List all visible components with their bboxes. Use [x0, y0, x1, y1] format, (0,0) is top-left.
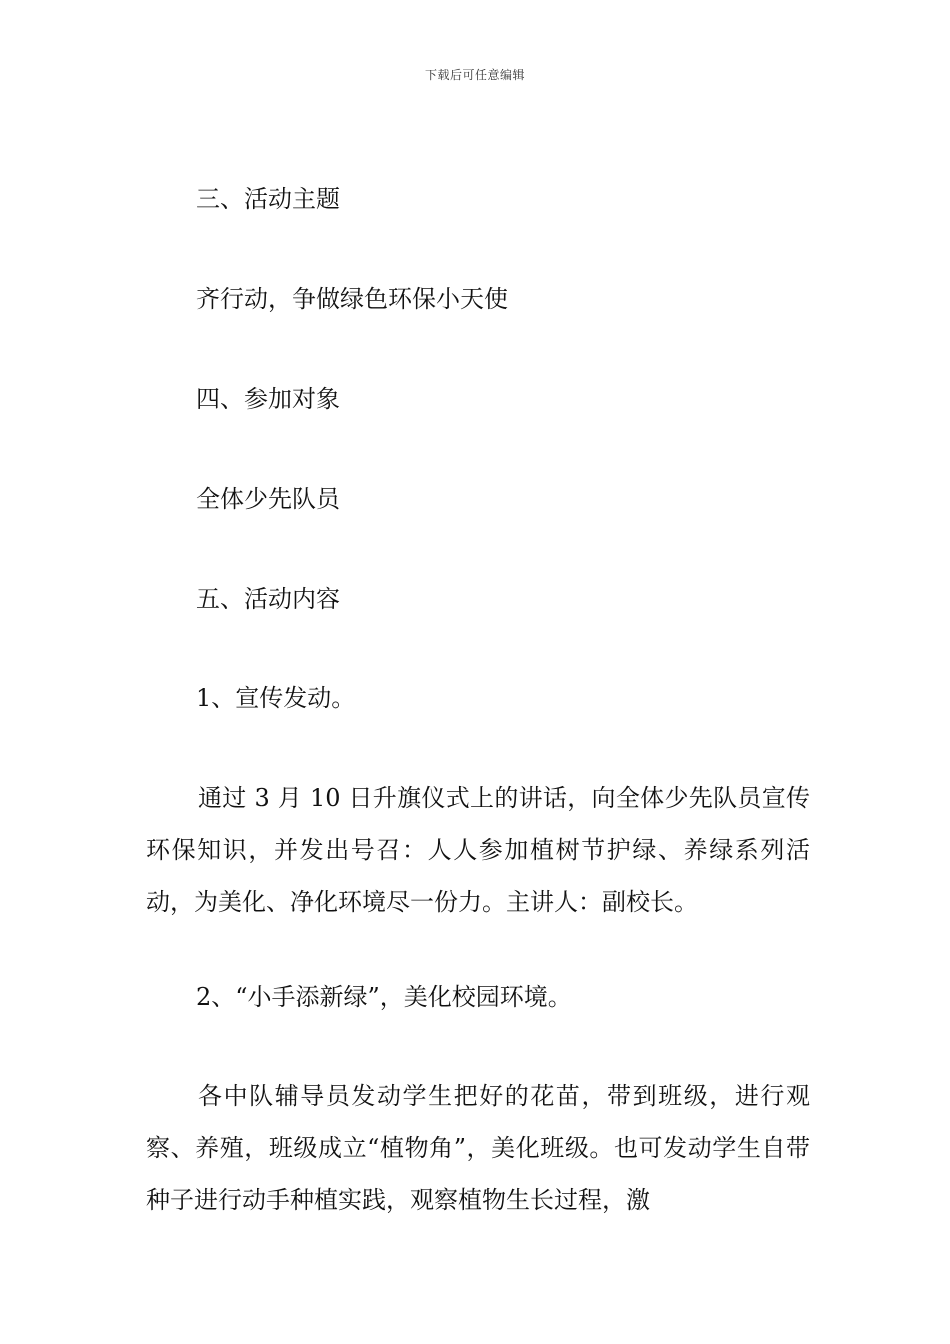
download-note: 下载后可任意编辑	[424, 68, 525, 82]
section3-heading: 三、活动主题	[196, 185, 340, 213]
section4-heading: 四、参加对象	[196, 385, 340, 413]
item2-heading: 2、“小手添新绿”，美化校园环境。	[196, 983, 572, 1011]
item2-paragraph: 各中队辅导员发动学生把好的花苗，带到班级，进行观察、养殖，班级成立“植物角”，美化班级。也可发动学生自带种子进行动手种植实践，观察植物生长过程，激	[146, 1082, 810, 1214]
section5-heading: 五、活动内容	[196, 585, 340, 613]
item1-paragraph: 通过 3 月 10 日升旗仪式上的讲话，向全体少先队员宣传环保知识，并发出号召：人人参加植树节护绿、养绿系列活动，为美化、净化环境尽一份力。主讲人：副校长。	[146, 784, 810, 916]
section4-text: 全体少先队员	[196, 485, 340, 513]
section3-text: 齐行动，争做绿色环保小天使	[196, 285, 508, 313]
item1-heading: 1、宣传发动。	[196, 684, 356, 712]
